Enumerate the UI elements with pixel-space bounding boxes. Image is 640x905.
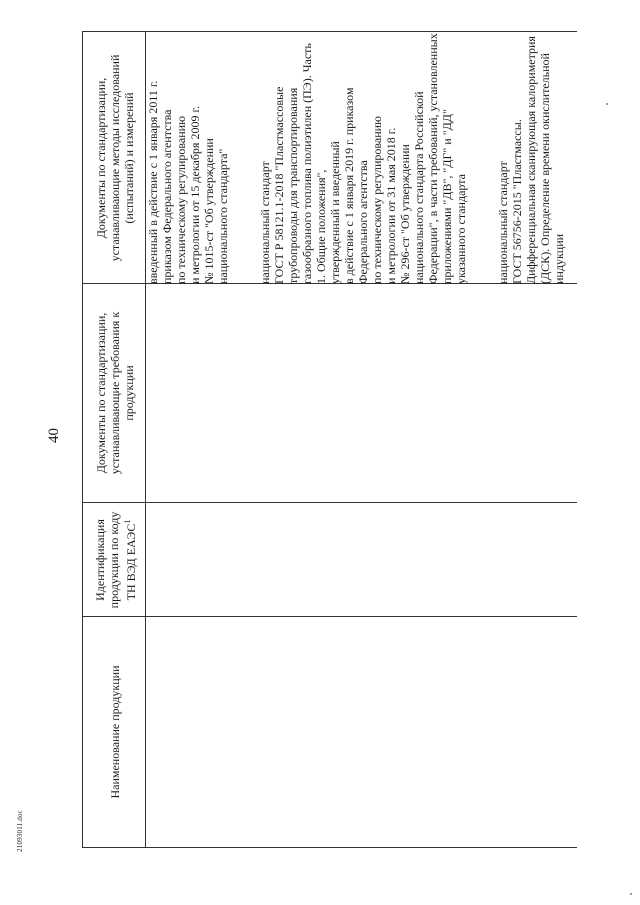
table-right-border — [82, 31, 577, 32]
footnote-mark: 1 — [122, 519, 132, 524]
footer-doc-code: 21093011.doc — [16, 810, 24, 852]
header-tn-ved-code-text — [93, 508, 138, 612]
header-product-name — [85, 620, 145, 844]
scan-speck — [606, 103, 608, 105]
scan-speck — [630, 893, 632, 895]
header-tn-ved-code — [85, 508, 145, 612]
header-methods-docs-text: Документы по стандартизации, устанавливающие методы исследований (испытаний) и измерений — [94, 54, 136, 262]
header-product-name-text: Наименование продукции — [108, 665, 122, 799]
header-requirements-docs-text: Документы по стандартизации, устанавливающие требования к продукции — [94, 311, 136, 475]
page-number: 40 — [46, 428, 62, 443]
table-top-border — [82, 31, 83, 848]
header-tn-ved-code-label: Идентификация продукции по коду ТН ВЭД ЕАЭС — [92, 511, 138, 609]
methods-paragraph: введенный в действие с 1 января 2011 г. приказом Федерального агентства по техническому регулированию и метрологии от 15 декабря 2009 г. № 1015-ст "Об утверждении национального стандарта" — [146, 80, 230, 284]
header-requirements-docs — [85, 288, 145, 498]
table-left-border — [82, 847, 577, 848]
methods-paragraph: национальный стандарт ГОСТ Р 58121.1-2018 "Пластмассовые трубопроводы для транспортирования газообразного топлива полиэтилен (ПЭ). Часть 1. Общие положения", утвержденный и введенный в действие с 1 января 2019 г. приказом Федерального агентства по техническому регулированию и метрологии от 31 мая 2018 г. № 296-ст "Об утверждении национального стандарта Российской Федерации", в части требований, установленных приложениями "ДВ", "ДГ" и "ДД" указанного стандарта — [258, 33, 468, 284]
methods-paragraph: национальный стандарт ГОСТ 56756-2015 "Пластмассы. Дифференциальная сканирующая калориметрия (ДСК). Определение времени окислительной индукции — [496, 36, 566, 284]
products-table — [82, 31, 577, 848]
column-divider — [82, 502, 577, 503]
column-divider — [82, 616, 577, 617]
header-methods-docs — [85, 36, 145, 280]
methods-cell — [146, 33, 594, 284]
